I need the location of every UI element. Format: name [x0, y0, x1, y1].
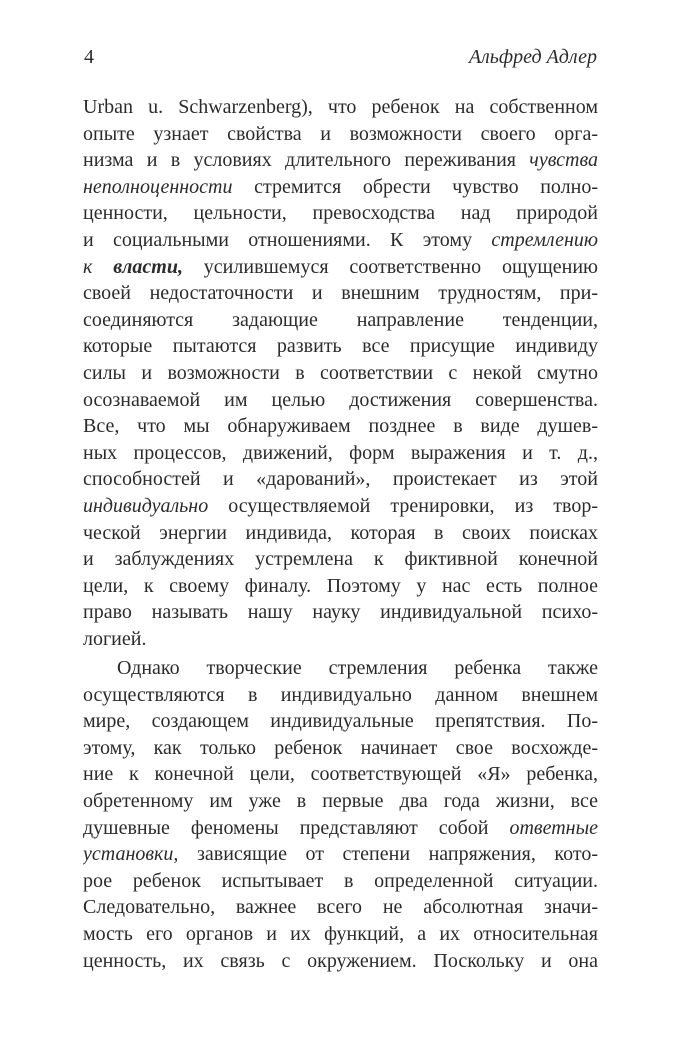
body-text: и заблуждениях устремлена к фиктивной конечной	[83, 548, 598, 571]
text-line	[83, 147, 598, 174]
body-text: силы и возможности в соответствии с некой смутно	[83, 361, 598, 384]
body-text: способностей и «дарований», проистекает из этой	[83, 468, 598, 491]
text-line	[83, 626, 598, 653]
text-line	[83, 788, 598, 815]
body-text: обретенному им уже в первые два года жизни, все	[83, 789, 598, 812]
emphasis-text: власти,	[113, 255, 183, 278]
page-number: 4	[84, 46, 94, 68]
emphasis-text: индивидуально	[83, 494, 209, 517]
emphasis-text: неполноценности	[83, 175, 233, 198]
body-text: Следовательно, важнее всего не абсолютная значи-	[83, 896, 598, 919]
text-line	[83, 948, 598, 975]
body-text: душевные феномены представляют собой	[83, 816, 510, 839]
body-text: осознаваемой им целью достижения совершенства.	[83, 388, 598, 411]
text-line	[83, 174, 598, 201]
body-text: осуществляемой тренировки, из твор-	[208, 494, 598, 517]
body-text: и социальными отношениями. К этому	[83, 228, 492, 251]
body-text: ческой энергии индивида, которая в своих поисках	[83, 521, 598, 544]
body-text: которые пытаются развить все присущие индивиду	[83, 335, 598, 358]
body-text: цели, к своему финалу. Поэтому у нас есть полное	[83, 574, 598, 597]
body-text: стремится обрести чувство полно-	[232, 175, 598, 198]
emphasis-text: к	[83, 255, 114, 278]
body-text: ценность, их связь с окружением. Поскольку и она	[83, 949, 598, 972]
text-line	[83, 227, 598, 254]
body-text: ценности, цельности, превосходства над природой	[83, 202, 598, 225]
emphasis-text: стремлению	[491, 228, 598, 251]
body-text: низма и в условиях длительного переживания	[83, 149, 530, 172]
emphasis-text: ответные	[509, 816, 598, 839]
text-line	[83, 121, 598, 148]
text-line	[83, 735, 598, 762]
text-line	[83, 708, 598, 735]
text-line	[83, 868, 598, 895]
body-text: мость его органов и их функций, а их относительная	[83, 922, 598, 945]
text-line	[83, 761, 598, 788]
text-line	[83, 520, 598, 547]
text-line	[83, 360, 598, 387]
body-text: рое ребенок испытывает в определенной ситуации.	[83, 869, 598, 892]
text-line	[83, 841, 598, 868]
text-line	[83, 573, 598, 600]
text-line	[83, 682, 598, 709]
text-line	[83, 440, 598, 467]
text-line	[83, 94, 598, 121]
body-text: осуществляются в индивидуально данном внешнем	[83, 683, 598, 706]
text-line	[83, 493, 598, 520]
text-line	[83, 546, 598, 573]
text-line	[83, 921, 598, 948]
text-line	[83, 894, 598, 921]
body-text: соединяются задающие направление тенденции,	[83, 308, 598, 331]
body-text: опыте узнает свойства и возможности своего орга-	[83, 122, 598, 145]
emphasis-text: чувства	[529, 149, 598, 172]
body-text: ние к конечной цели, соответствующей «Я» ребенка,	[83, 763, 598, 786]
text-line	[83, 655, 598, 682]
text-line	[83, 333, 598, 360]
text-line	[83, 200, 598, 227]
body-text: Urban u. Schwarzenberg), что ребенок на собственном	[83, 96, 598, 118]
text-line	[83, 599, 598, 626]
text-line	[83, 307, 598, 334]
paragraph	[83, 655, 598, 974]
text-line	[83, 387, 598, 414]
body-text: право называть нашу науку индивидуальной психо-	[83, 601, 598, 624]
body-text: логией.	[83, 627, 147, 650]
paragraph	[83, 94, 598, 652]
text-line	[83, 280, 598, 307]
body-text: зависящие от степени напряжения, кото-	[178, 843, 598, 866]
text-line	[83, 254, 598, 281]
body-text: этому, как только ребенок начинает свое восхожде-	[83, 736, 598, 759]
body-text: своей недостаточности и внешним трудностям, при-	[83, 282, 598, 305]
body-text: Все, что мы обнаруживаем позднее в виде душев-	[83, 415, 598, 438]
text-line	[83, 815, 598, 842]
emphasis-text: установки,	[83, 843, 179, 866]
running-head: Альфред Адлер	[468, 46, 597, 68]
body-text: мире, создающем индивидуальные препятствия. По-	[83, 710, 598, 733]
body-text: усилившемуся соответственно ощущению	[182, 255, 598, 278]
text-line	[83, 466, 598, 493]
body-text: Однако творческие стремления ребенка также	[117, 657, 598, 679]
body-text: ных процессов, движений, форм выражения и т. д.,	[83, 441, 598, 464]
text-line	[83, 413, 598, 440]
